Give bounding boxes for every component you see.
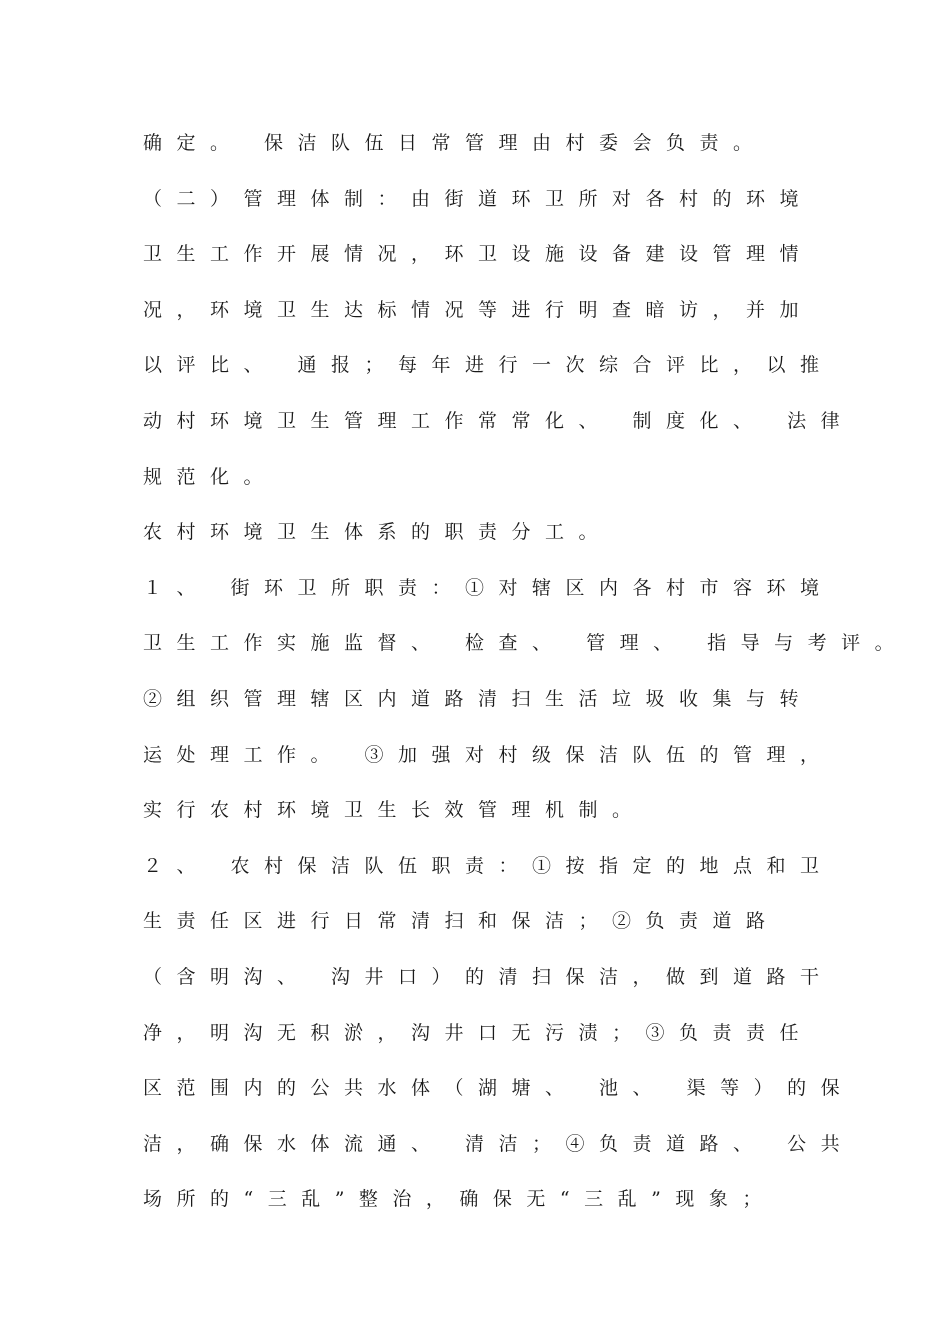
text-line: 卫生工作开展情况，环卫设施设备建设管理情 xyxy=(143,243,814,266)
text-line: １、 街环卫所职责：①对辖区内各村市容环境 xyxy=(143,576,834,599)
text-line: 确定。 保洁队伍日常管理由村委会负责。 xyxy=(143,132,767,154)
text-line: 生责任区进行日常清扫和保洁；②负责道路 xyxy=(143,910,780,933)
text-line: 净，明沟无积淤，沟井口无污渍；③负责责任 xyxy=(143,1021,814,1044)
text-line: ２、 农村保洁队伍职责：①按指定的地点和卫 xyxy=(143,854,834,877)
text-line: 以评比、 通报；每年进行一次综合评比，以推 xyxy=(143,354,834,377)
text-line: （二）管理体制：由街道环卫所对各村的环境 xyxy=(143,187,814,210)
text-line: 规范化。 xyxy=(143,465,278,488)
section-heading: 农村环境卫生体系的职责分工。 xyxy=(143,521,613,544)
text-line: 实行农村环境卫生长效管理机制。 xyxy=(143,799,646,822)
text-line: 动村环境卫生管理工作常常化、 制度化、 法律 xyxy=(143,409,855,432)
text-line: ②组织管理辖区内道路清扫生活垃圾收集与转 xyxy=(143,687,814,710)
text-line: 区范围内的公共水体（湖塘、 池、 渠等）的保 xyxy=(143,1077,855,1100)
text-line: 场所的“三乱”整治，确保无“三乱”现象； xyxy=(143,1188,776,1211)
text-line: （含明沟、 沟井口）的清扫保洁，做到道路干 xyxy=(143,965,834,988)
text-line: 运处理工作。 ③加强对村级保洁队伍的管理， xyxy=(143,743,834,766)
text-line: 洁，确保水体流通、 清洁；④负责道路、 公共 xyxy=(143,1132,855,1155)
text-line: 况，环境卫生达标情况等进行明查暗访，并加 xyxy=(143,298,814,321)
body-text xyxy=(143,116,909,1228)
text-line: 卫生工作实施监督、 检查、 管理、 指导与考评。 xyxy=(143,632,909,655)
